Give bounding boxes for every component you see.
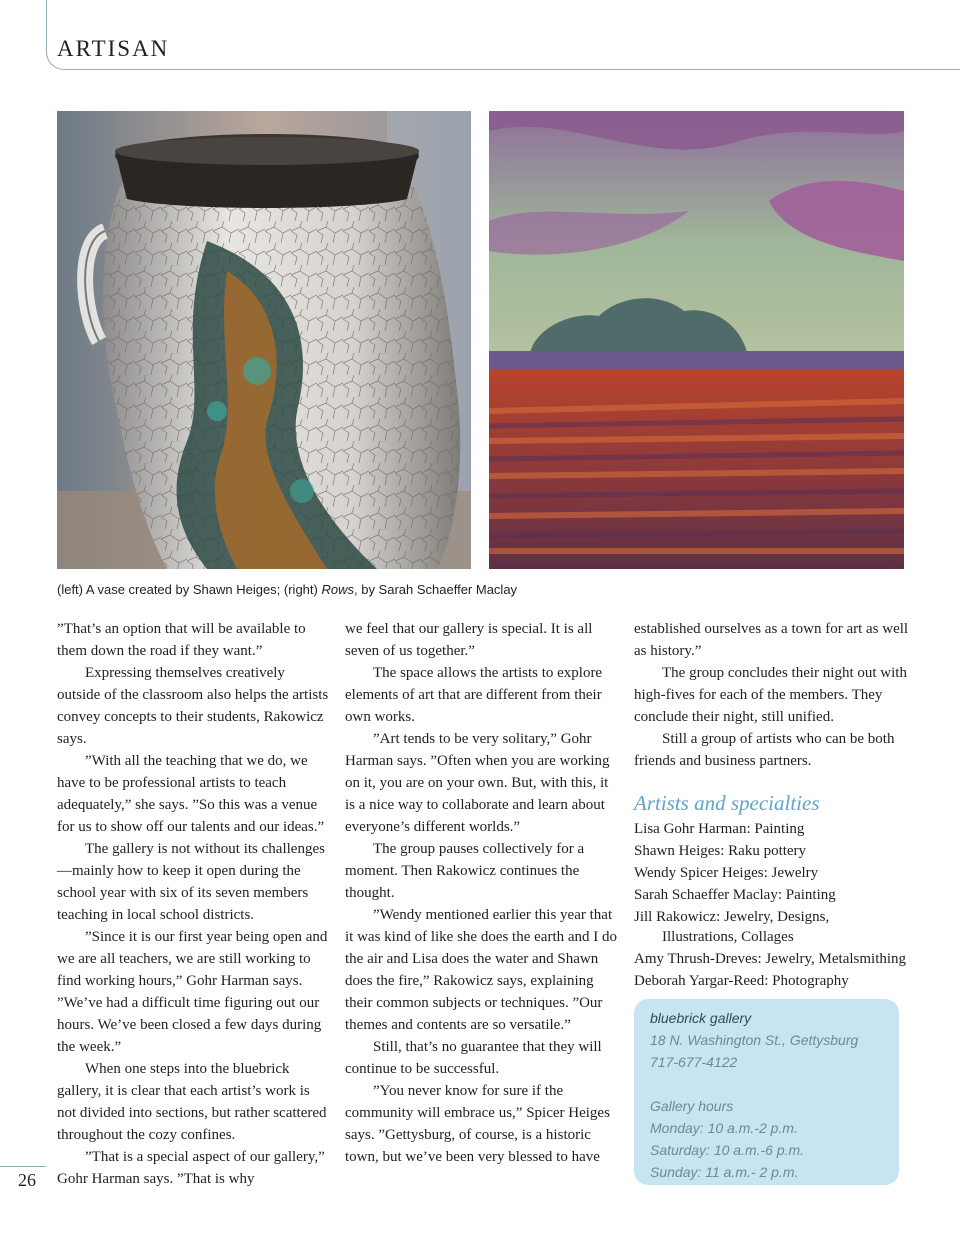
article-column-3 — [634, 618, 914, 992]
rows-painting-photo — [489, 111, 904, 569]
gallery-hours-monday: Monday: 10 a.m.-2 p.m. — [650, 1120, 798, 1136]
specialty-item: Lisa Gohr Harman: Painting — [634, 821, 805, 837]
paragraph: Expressing themselves creatively outside of the classroom also helps the artists convey concepts to their students, Rakowicz says. — [57, 665, 329, 747]
gallery-hours-saturday: Saturday: 10 a.m.-6 p.m. — [650, 1142, 805, 1158]
footer-rule — [0, 1166, 46, 1169]
specialty-item: Wendy Spicer Heiges: Jewelry — [634, 865, 819, 881]
paragraph: established ourselves as a town for art as well as history.” — [634, 621, 909, 659]
specialties-list — [634, 818, 914, 992]
gallery-name: bluebrick gallery — [650, 1010, 752, 1026]
specialty-item-continuation: Illustrations, Collages — [662, 929, 794, 945]
header-rule — [46, 0, 960, 70]
paragraph: ”You never know for sure if the community will embrace us,” Spicer Heiges says. ”Gettysburg, of course, is a historic town, but we’ve been very blessed to have — [345, 1083, 610, 1165]
paragraph: Still a group of artists who can be both friends and business partners. — [634, 731, 895, 769]
paragraph: ”Wendy mentioned earlier this year that it was kind of like she does the earth and I do the air and Lisa does the water and Shawn does the fire,” Rakowicz says, explaining their common subjects or techniques. ”Our themes and contents are so versatile.” — [345, 907, 618, 1033]
paragraph: The gallery is not without its challenges—mainly how to keep it open during the school year with six of its seven members teaching in local school districts. — [57, 841, 325, 923]
specialty-item: Shawn Heiges: Raku pottery — [634, 843, 807, 859]
gallery-phone: 717-677-4122 — [650, 1054, 738, 1070]
gallery-address: 18 N. Washington St., Gettysburg — [650, 1032, 859, 1048]
photo-caption — [57, 582, 517, 597]
caption-artwork-title: Rows — [321, 582, 354, 597]
specialty-item: Sarah Schaeffer Maclay: Painting — [634, 887, 836, 903]
specialty-item-line: Jill Rakowicz: Jewelry, Designs, — [634, 909, 830, 925]
vase-photo — [57, 111, 471, 569]
paragraph: ”Art tends to be very solitary,” Gohr Harman says. ”Often when you are working on it, you are on your own. But, with this, it is a nice way to collaborate and learn about everyone’s different worlds.” — [345, 731, 610, 835]
paragraph: The group concludes their night out with high-fives for each of the members. They conclude their night, still unified. — [634, 665, 907, 725]
specialties-heading: Artists and specialties — [634, 791, 820, 815]
gallery-info-box — [634, 999, 899, 1185]
paragraph: The group pauses collectively for a moment. Then Rakowicz continues the thought. — [345, 841, 585, 901]
specialty-item: Deborah Yargar-Reed: Photography — [634, 973, 849, 989]
section-title: ARTISAN — [57, 36, 170, 61]
specialty-item — [634, 906, 914, 946]
page-number: 26 — [18, 1170, 36, 1190]
paragraph: When one steps into the bluebrick gallery, it is clear that each artist’s work is not divided into sections, but rather scattered throughout the cozy confines. — [57, 1061, 327, 1143]
paragraph: ”Since it is our first year being open and we are all teachers, we are still working to find working hours,” Gohr Harman says. ”We’ve had a difficult time figuring out our hours. We’ve been closed a few days during the week.” — [57, 929, 328, 1055]
paragraph: ”That’s an option that will be available to them down the road if they want.” — [57, 621, 306, 659]
paragraph: The space allows the artists to explore elements of art that are different from their own works. — [345, 665, 603, 725]
paragraph: we feel that our gallery is special. It is all seven of us together.” — [345, 621, 593, 659]
article-column-2 — [345, 618, 620, 1168]
gallery-hours-title: Gallery hours — [650, 1098, 734, 1114]
gallery-hours-sunday: Sunday: 11 a.m.- 2 p.m. — [650, 1164, 799, 1180]
article-column-1 — [57, 618, 329, 1190]
paragraph: Still, that’s no guarantee that they will continue to be successful. — [345, 1039, 602, 1077]
paragraph: ”With all the teaching that we do, we have to be professional artists to teach adequately,” she says. ”So this was a venue for us to show off our talents and our ideas.” — [57, 753, 325, 835]
caption-suffix: , by Sarah Schaeffer Maclay — [353, 582, 518, 597]
specialty-item: Amy Thrush-Dreves: Jewelry, Metalsmithing — [634, 951, 907, 967]
paragraph: ”That is a special aspect of our gallery,” Gohr Harman says. ”That is why — [57, 1149, 325, 1187]
spacer — [650, 1073, 883, 1095]
caption-prefix: (left) A vase created by Shawn Heiges; (right) — [57, 582, 322, 597]
